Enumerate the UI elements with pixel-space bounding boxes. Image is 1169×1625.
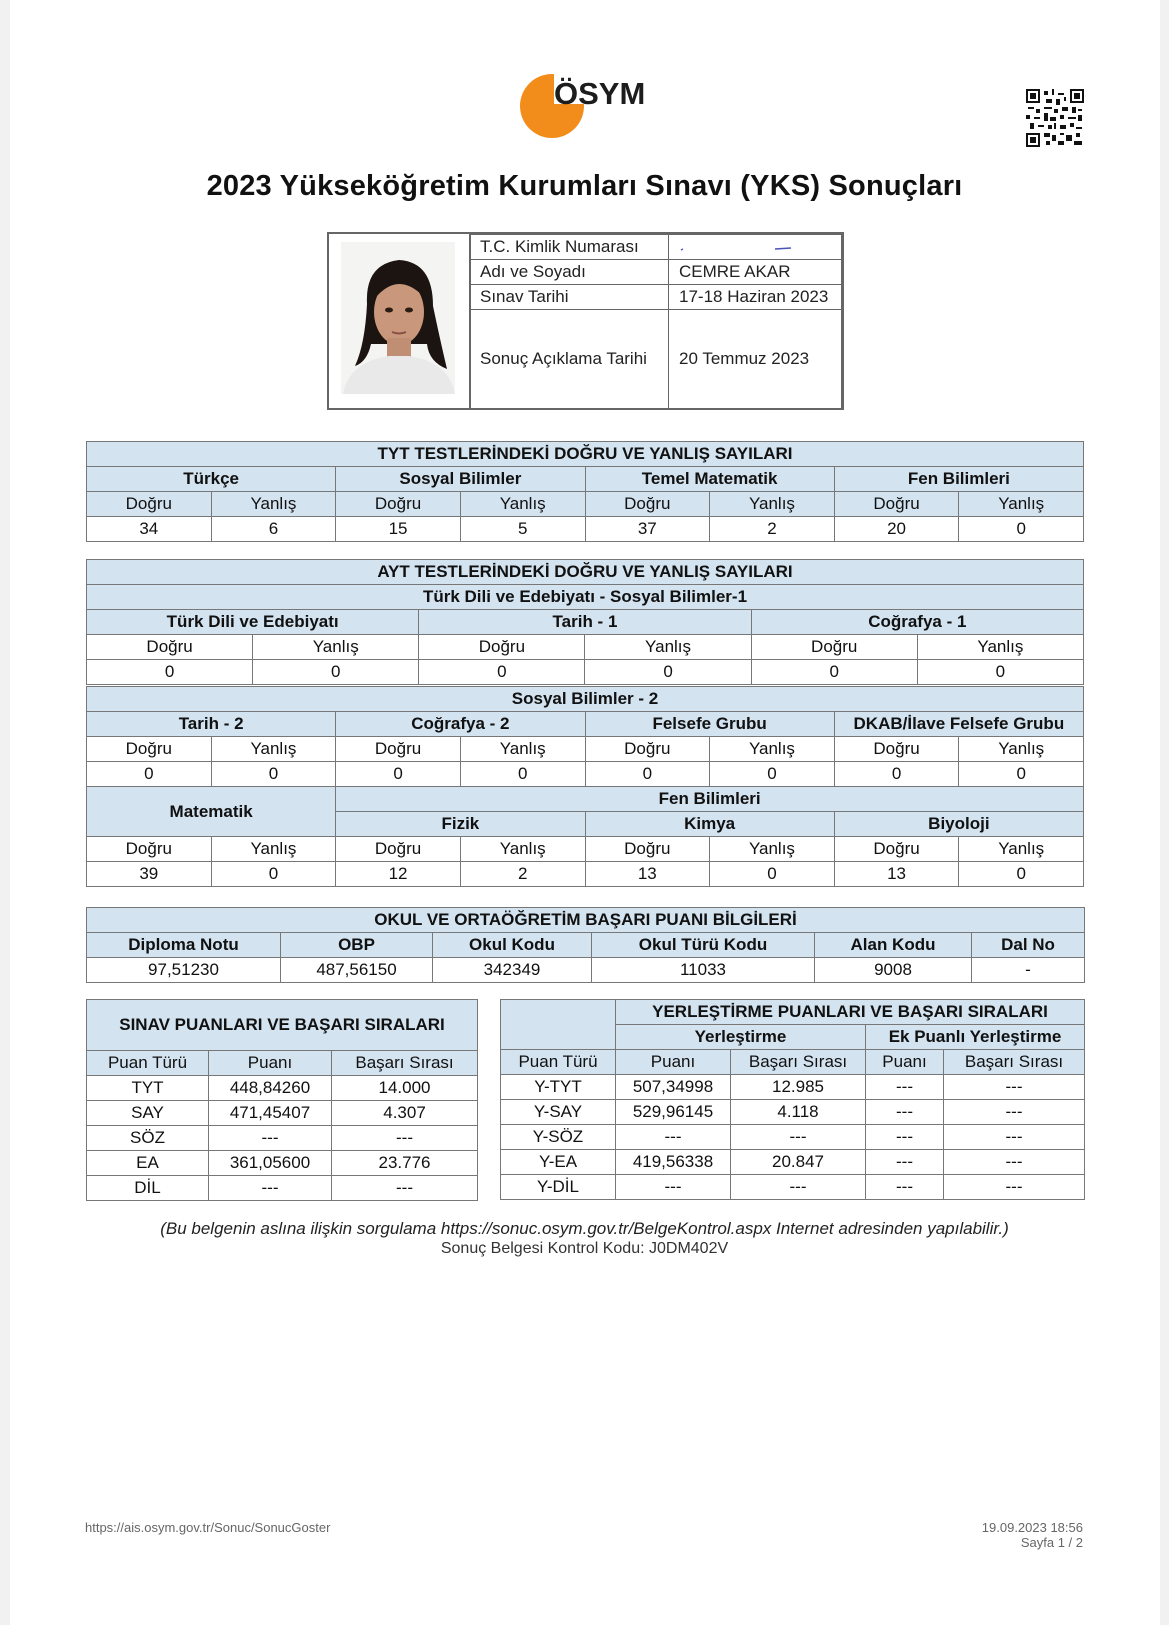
footer-datetime: 19.09.2023 18:56: [981, 1520, 1083, 1535]
col-label: Yanlış: [710, 737, 835, 762]
yer-header: Puanı: [616, 1050, 731, 1075]
basari-sirasi: 14.000: [332, 1076, 478, 1101]
okul-title: OKUL VE ORTAÖĞRETİM BAŞARI PUANI BİLGİLERİ: [87, 908, 1085, 933]
table-row: [501, 1125, 1085, 1150]
identity-row: [470, 310, 842, 409]
table-row: [87, 1176, 478, 1201]
col-label: Yanlış: [710, 837, 835, 862]
id-label: T.C. Kimlik Numarası: [470, 235, 669, 260]
ayt-table-part2: [86, 686, 1084, 887]
ayt-subject: Tarih - 2: [87, 712, 336, 737]
ek-basari-sirasi: ---: [944, 1075, 1085, 1100]
tyt-table: [86, 441, 1084, 542]
qr-code-icon: [1026, 89, 1084, 147]
ek-basari-sirasi: ---: [944, 1125, 1085, 1150]
col-label: Doğru: [87, 837, 212, 862]
col-label: Yanlış: [917, 635, 1083, 660]
value-cell: 0: [585, 762, 710, 787]
puan: 529,96145: [616, 1100, 731, 1125]
value-cell: 0: [87, 660, 253, 685]
value-cell: 0: [834, 762, 959, 787]
tyt-subject: Fen Bilimleri: [834, 467, 1083, 492]
ayt-math-label: Matematik: [87, 787, 336, 837]
puan: 507,34998: [616, 1075, 731, 1100]
puan-turu: DİL: [87, 1176, 209, 1201]
puan: ---: [209, 1176, 332, 1201]
okul-header: Okul Türü Kodu: [592, 933, 815, 958]
value-cell: 13: [585, 862, 710, 887]
yer-header: Başarı Sırası: [944, 1050, 1085, 1075]
col-label: Doğru: [834, 492, 959, 517]
photo-portrait: [329, 234, 469, 408]
sinav-title: SINAV PUANLARI VE BAŞARI SIRALARI: [87, 1000, 478, 1051]
col-label: Yanlış: [959, 492, 1084, 517]
value-cell: 15: [336, 517, 461, 542]
value-cell: 2: [710, 517, 835, 542]
okul-header: Dal No: [972, 933, 1085, 958]
value-cell: 342349: [433, 958, 592, 983]
col-label: Doğru: [336, 837, 461, 862]
table-row: [501, 1150, 1085, 1175]
value-cell: 0: [710, 862, 835, 887]
col-label: Doğru: [834, 737, 959, 762]
value-cell: 0: [710, 762, 835, 787]
yer-header: Puanı: [866, 1050, 944, 1075]
sinav-header: Başarı Sırası: [332, 1051, 478, 1076]
basari-sirasi: 4.118: [731, 1100, 866, 1125]
puan: 471,45407: [209, 1101, 332, 1126]
puan: ---: [209, 1126, 332, 1151]
yer-header: Puan Türü: [501, 1050, 616, 1075]
tyt-subject: Temel Matematik: [585, 467, 834, 492]
col-label: Yanlış: [460, 737, 585, 762]
value-cell: 487,56150: [281, 958, 433, 983]
col-label: Doğru: [585, 837, 710, 862]
table-row: [501, 1175, 1085, 1200]
value-cell: 0: [87, 762, 212, 787]
ek-puan: ---: [866, 1125, 944, 1150]
redaction-mark: [679, 242, 799, 252]
ayt-group2-title: Sosyal Bilimler - 2: [87, 687, 1084, 712]
footer-meta: [982, 1520, 1083, 1550]
col-label: Doğru: [336, 737, 461, 762]
col-label: Yanlış: [710, 492, 835, 517]
puan-turu: Y-TYT: [501, 1075, 616, 1100]
value-cell: 0: [959, 762, 1084, 787]
col-label: Yanlış: [211, 837, 336, 862]
puan: 361,05600: [209, 1151, 332, 1176]
verification-note: (Bu belgenin aslına ilişkin sorgulama https://sonuc.osym.gov.tr/BelgeKontrol.aspx Internet adresinden yapılabilir.): [160, 1219, 1009, 1238]
identity-row: [470, 285, 842, 310]
puan: ---: [616, 1125, 731, 1150]
ayt-table-part1: [86, 559, 1084, 685]
col-label: Yanlış: [460, 492, 585, 517]
value-cell: 9008: [815, 958, 972, 983]
table-row: [87, 1076, 478, 1101]
basari-sirasi: 12.985: [731, 1075, 866, 1100]
value-cell: 0: [336, 762, 461, 787]
ayt-subject: Biyoloji: [834, 812, 1083, 837]
col-label: Doğru: [87, 737, 212, 762]
basari-sirasi: 20.847: [731, 1150, 866, 1175]
ayt-subject: Coğrafya - 2: [336, 712, 585, 737]
empty-cell: [501, 1000, 616, 1050]
identity-table: [469, 234, 842, 409]
ayt-subject: Tarih - 1: [419, 610, 751, 635]
value-cell: 97,51230: [87, 958, 281, 983]
col-label: Yanlış: [585, 635, 751, 660]
table-row: [87, 1151, 478, 1176]
puan-turu: Y-SÖZ: [501, 1125, 616, 1150]
col-label: Yanlış: [211, 492, 336, 517]
table-row: [87, 1101, 478, 1126]
sinav-header: Puan Türü: [87, 1051, 209, 1076]
puan-turu: Y-EA: [501, 1150, 616, 1175]
puan-turu: Y-DİL: [501, 1175, 616, 1200]
table-row: [501, 1100, 1085, 1125]
value-cell: 0: [751, 660, 917, 685]
value-cell: 0: [585, 660, 751, 685]
value-cell: 12: [336, 862, 461, 887]
col-label: Doğru: [336, 492, 461, 517]
col-label: Doğru: [751, 635, 917, 660]
value-cell: 0: [460, 762, 585, 787]
ayt-group1-title: Türk Dili ve Edebiyatı - Sosyal Bilimler-1: [87, 585, 1084, 610]
ek-puan: ---: [866, 1075, 944, 1100]
puan-turu: SÖZ: [87, 1126, 209, 1151]
ek-basari-sirasi: ---: [944, 1150, 1085, 1175]
basari-sirasi: ---: [731, 1175, 866, 1200]
ayt-subject: DKAB/İlave Felsefe Grubu: [834, 712, 1083, 737]
okul-header: Alan Kodu: [815, 933, 972, 958]
identity-row: [470, 235, 842, 260]
puan-turu: Y-SAY: [501, 1100, 616, 1125]
value-cell: 0: [211, 862, 336, 887]
ayt-subject: Türk Dili ve Edebiyatı: [87, 610, 419, 635]
col-label: Doğru: [585, 492, 710, 517]
table-row: [87, 1126, 478, 1151]
puan: 419,56338: [616, 1150, 731, 1175]
footer-page: Sayfa 1 / 2: [1020, 1535, 1083, 1550]
basari-sirasi: ---: [332, 1126, 478, 1151]
value-cell: 0: [253, 660, 419, 685]
okul-header: OBP: [281, 933, 433, 958]
ayt-subject: Coğrafya - 1: [751, 610, 1083, 635]
puan-turu: TYT: [87, 1076, 209, 1101]
ayt-fen-title: Fen Bilimleri: [336, 787, 1084, 812]
col-label: Doğru: [585, 737, 710, 762]
value-cell: 6: [211, 517, 336, 542]
ayt-title: AYT TESTLERİNDEKİ DOĞRU VE YANLIŞ SAYILARI: [87, 560, 1084, 585]
col-label: Doğru: [419, 635, 585, 660]
puan: ---: [616, 1175, 731, 1200]
sinav-table: [86, 999, 478, 1201]
ayt-subject: Kimya: [585, 812, 834, 837]
yer-header: Başarı Sırası: [731, 1050, 866, 1075]
col-label: Yanlış: [460, 837, 585, 862]
candidate-photo: [329, 234, 471, 408]
sinav-header: Puanı: [209, 1051, 332, 1076]
ek-puan: ---: [866, 1175, 944, 1200]
value-cell: 0: [959, 862, 1084, 887]
col-label: Yanlış: [211, 737, 336, 762]
value-cell: 37: [585, 517, 710, 542]
page-title: 2023 Yükseköğretim Kurumları Sınavı (YKS) Sonuçları: [206, 170, 963, 202]
value-cell: -: [972, 958, 1085, 983]
okul-header: Okul Kodu: [433, 933, 592, 958]
col-label: Doğru: [834, 837, 959, 862]
tyt-subject: Türkçe: [87, 467, 336, 492]
col-label: Yanlış: [959, 737, 1084, 762]
tyt-subject: Sosyal Bilimler: [336, 467, 585, 492]
value-cell: 13: [834, 862, 959, 887]
ek-puan: ---: [866, 1150, 944, 1175]
identity-row: [470, 260, 842, 285]
value-cell: 34: [87, 517, 212, 542]
ek-puan: ---: [866, 1100, 944, 1125]
id-value: [669, 235, 842, 260]
col-label: Yanlış: [959, 837, 1084, 862]
exam-date-label: Sınav Tarihi: [470, 285, 669, 310]
col-label: Yanlış: [253, 635, 419, 660]
value-cell: 20: [834, 517, 959, 542]
ayt-subject: Fizik: [336, 812, 585, 837]
ek-basari-sirasi: ---: [944, 1100, 1085, 1125]
footer-url[interactable]: https://ais.osym.gov.tr/Sonuc/SonucGoster: [85, 1520, 331, 1535]
yerlestirme-sub: Yerleştirme: [616, 1025, 866, 1050]
basari-sirasi: 4.307: [332, 1101, 478, 1126]
puan-turu: SAY: [87, 1101, 209, 1126]
value-cell: 0: [959, 517, 1084, 542]
value-cell: 0: [211, 762, 336, 787]
identity-box: [327, 232, 844, 410]
basari-sirasi: ---: [332, 1176, 478, 1201]
ek-puanli-sub: Ek Puanlı Yerleştirme: [866, 1025, 1085, 1050]
okul-header: Diploma Notu: [87, 933, 281, 958]
control-code: Sonuç Belgesi Kontrol Kodu: J0DM402V: [440, 1240, 729, 1257]
ayt-subject: Felsefe Grubu: [585, 712, 834, 737]
value-cell: 11033: [592, 958, 815, 983]
col-label: Doğru: [87, 635, 253, 660]
value-cell: 2: [460, 862, 585, 887]
basari-sirasi: ---: [731, 1125, 866, 1150]
value-cell: 0: [917, 660, 1083, 685]
value-cell: 0: [419, 660, 585, 685]
value-cell: 5: [460, 517, 585, 542]
value-cell: 39: [87, 862, 212, 887]
logo-text: ÖSYM: [554, 76, 646, 111]
basari-sirasi: 23.776: [332, 1151, 478, 1176]
osym-logo: [520, 74, 660, 144]
exam-date-value: 17-18 Haziran 2023: [669, 285, 842, 310]
name-value: CEMRE AKAR: [669, 260, 842, 285]
yerlestirme-table: [500, 999, 1085, 1200]
okul-table: [86, 907, 1085, 983]
result-date-label: Sonuç Açıklama Tarihi: [470, 310, 669, 409]
yerlestirme-title: YERLEŞTİRME PUANLARI VE BAŞARI SIRALARI: [616, 1000, 1085, 1025]
tyt-title: TYT TESTLERİNDEKİ DOĞRU VE YANLIŞ SAYILARI: [87, 442, 1084, 467]
puan-turu: EA: [87, 1151, 209, 1176]
table-row: [501, 1075, 1085, 1100]
result-date-value: 20 Temmuz 2023: [669, 310, 842, 409]
puan: 448,84260: [209, 1076, 332, 1101]
col-label: Doğru: [87, 492, 212, 517]
ek-basari-sirasi: ---: [944, 1175, 1085, 1200]
name-label: Adı ve Soyadı: [470, 260, 669, 285]
